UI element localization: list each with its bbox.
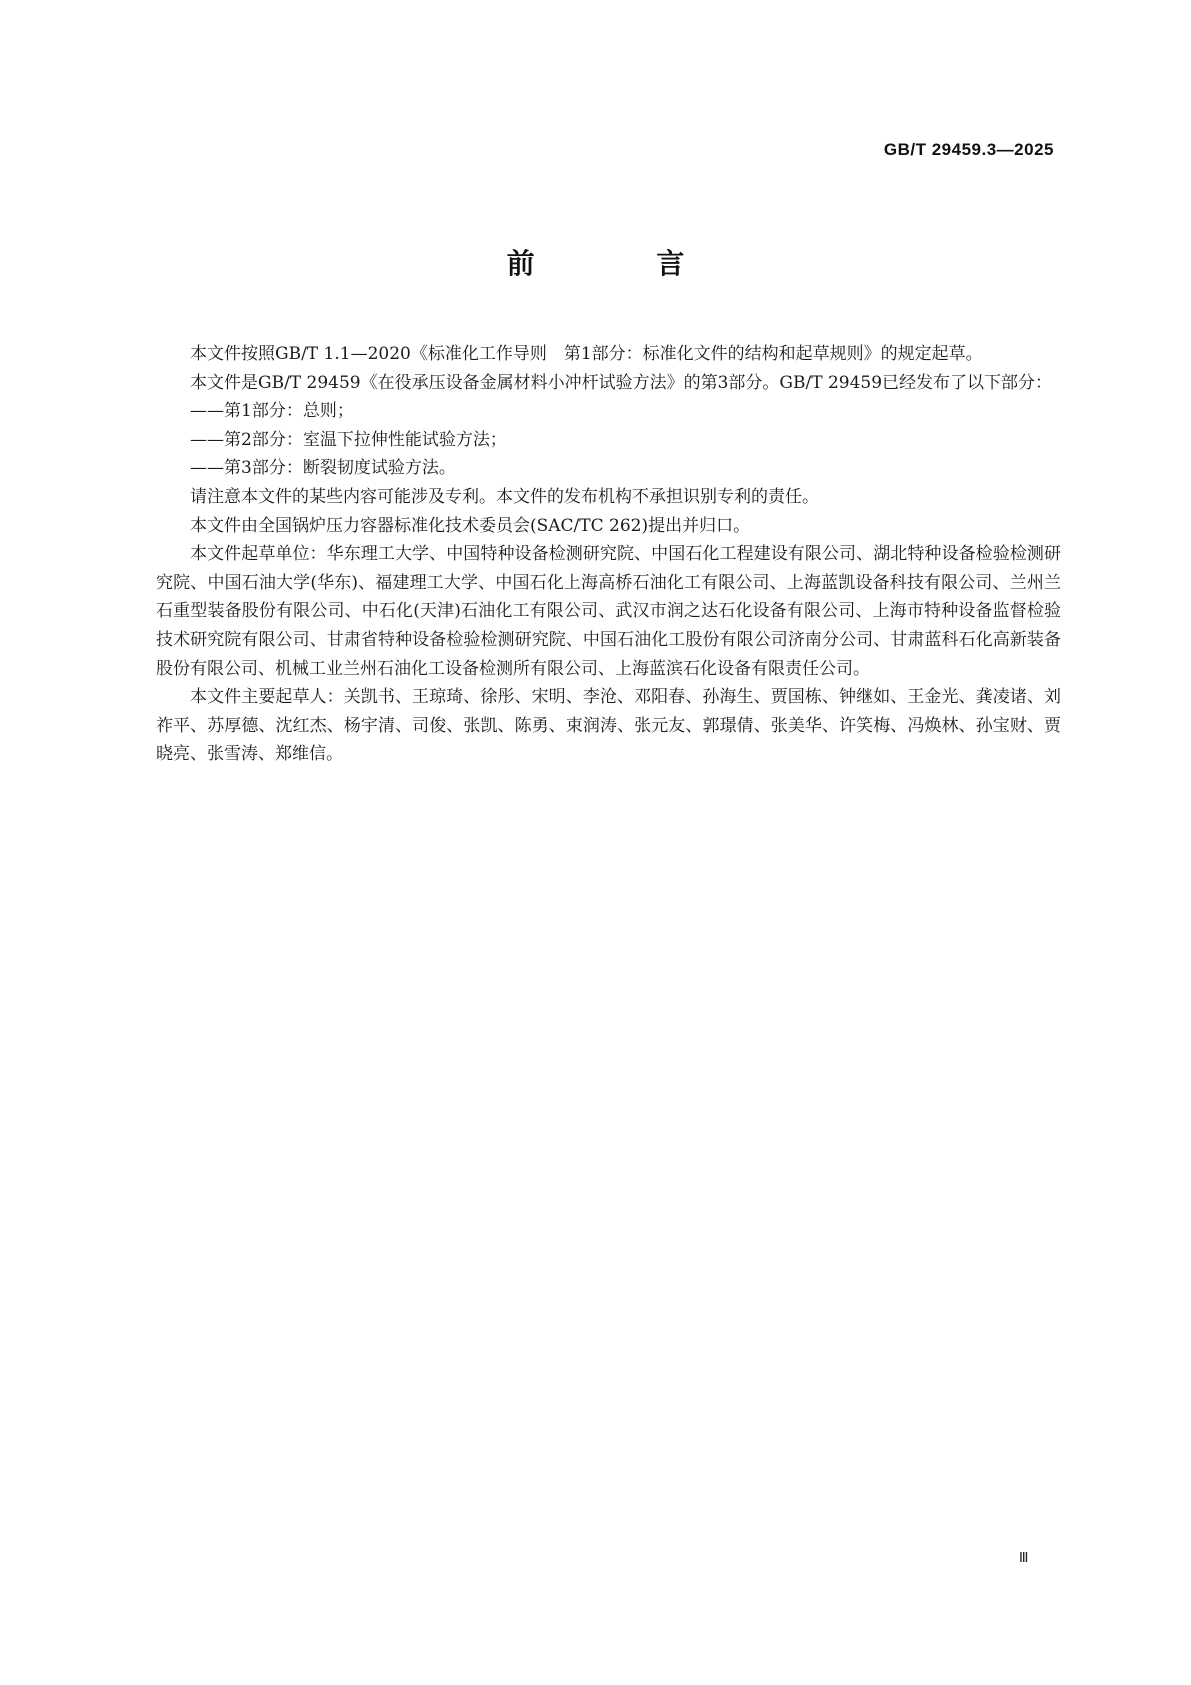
list-item-part-1: ——第1部分：总则； [190, 401, 354, 422]
page-number: Ⅲ [1018, 1551, 1029, 1566]
foreword-body [156, 340, 1061, 769]
list-item-part-3: ——第3部分：断裂韧度试验方法。 [190, 458, 456, 479]
paragraph-drafters: 本文件主要起草人：关凯书、王琼琦、徐彤、宋明、李沧、邓阳春、孙海生、贾国栋、钟继如、王金光、龚凌诸、刘祚平、苏厚德、沈红杰、杨宇清、司俊、张凯、陈勇、束润涛、张元友、郭璟倩、张美华、许笑梅、冯焕林、孙宝财、贾晓亮、张雪涛、郑维信。 [156, 687, 1061, 765]
paragraph-drafting-units: 本文件起草单位：华东理工大学、中国特种设备检测研究院、中国石化工程建设有限公司、湖北特种设备检验检测研究院、中国石油大学(华东)、福建理工大学、中国石化上海高桥石油化工有限公司、上海蓝凯设备科技有限公司、兰州兰石重型装备股份有限公司、中石化(天津)石油化工有限公司、武汉市润之达石化设备有限公司、上海市特种设备监督检验技术研究院有限公司、甘肃省特种设备检验检测研究院、中国石油化工股份有限公司济南分公司、甘肃蓝科石化高新装备股份有限公司、机械工业兰州石油化工设备检测所有限公司、上海蓝滨石化设备有限责任公司。 [156, 544, 1061, 679]
list-item-part-2: ——第2部分：室温下拉伸性能试验方法； [190, 429, 507, 450]
paragraph-patent-notice: 请注意本文件的某些内容可能涉及专利。本文件的发布机构不承担识别专利的责任。 [190, 486, 819, 507]
page-title: 前 言 [506, 247, 741, 280]
standard-number: GB/T 29459.3—2025 [883, 140, 1054, 159]
paragraph-series-intro: 本文件是GB/T 29459《在役承压设备金属材料小冲杆试验方法》的第3部分。GB/T 29459已经发布了以下部分： [190, 372, 1053, 393]
paragraph-committee: 本文件由全国锅炉压力容器标准化技术委员会(SAC/TC 262)提出并归口。 [190, 515, 751, 536]
paragraph-drafting-rules: 本文件按照GB/T 1.1—2020《标准化工作导则 第1部分：标准化文件的结构和起草规则》的规定起草。 [190, 344, 983, 364]
